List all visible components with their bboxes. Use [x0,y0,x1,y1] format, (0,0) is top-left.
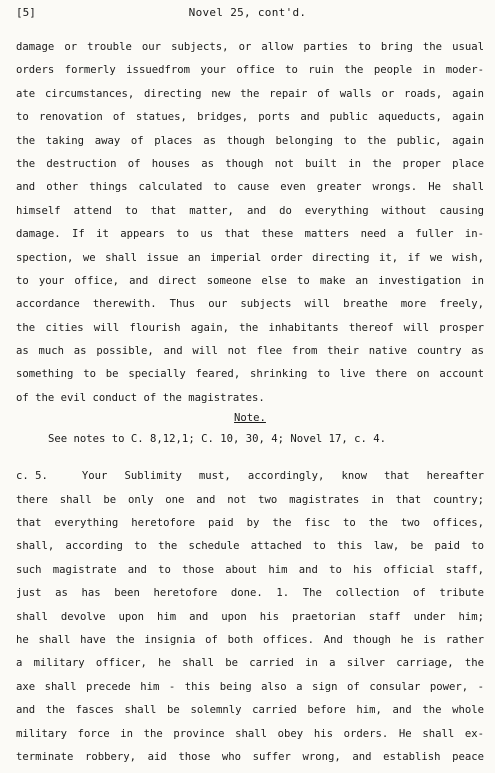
text-line: spection, we shall issue an imperial order directing it, if we wish, [16,251,484,264]
page-number: [5] [16,6,36,19]
text-line: damage or trouble our subjects, or allow parties to bring the usual [16,41,484,53]
text-line: ate circumstances, directing new the repair of walls or roads, again [16,87,484,100]
text-line: military force in the province shall obey his orders. He shall ex- [16,727,484,740]
text-line: axe shall precede him - this being also a sign of consular power, - [16,680,484,693]
text-line: accordance therewith. Thus our subjects will breathe more freely, [16,298,484,311]
text-line: himself attend to that matter, and do everything without causing [16,204,484,217]
text-line: something to be specially feared, shrinking to live there on account [16,368,484,381]
section-5 [16,465,484,769]
text-line: the cities will flourish again, the inhabitants thereof will prosper [16,321,484,334]
text-line: he shall have the insignia of both offices. And though he is rather [16,633,484,646]
running-title: Novel 25, cont'd. [188,6,307,19]
text-line: to your office, and direct someone else to make an investigation in [16,274,484,287]
text-line: orders formerly issuedfrom your office to ruin the people in moder- [16,64,484,77]
text-line: to renovation of statues, bridges, ports and public aqueducts, again [16,111,484,124]
text-line: shall devolve upon him and upon his praetorian staff under him; [16,610,484,623]
text-line: as much as possible, and will not flee from their native country as [16,345,484,358]
text-line: Your Sublimity must, accordingly, know that hereafter [81,470,484,483]
text-line: the taking away of places as though belonging to the public, again [16,134,484,147]
page-header [0,6,495,26]
text-line: shall, according to the schedule attached to this law, be paid to [16,540,484,553]
text-line: such magistrate and to those about him and to his official staff, [16,563,484,576]
text-line: and other things calculated to cause even greater wrongs. He shall [16,181,484,194]
text-line: damage. If it appears to us that these matters need a fuller in- [16,228,484,241]
text-line: there shall be only one and not two magistrates in that country; [16,493,484,506]
text-line: the destruction of houses as though not built in the proper place [16,157,484,170]
text-line: just as has been heretofore done. 1. The collection of tribute [16,587,484,600]
note-heading: Note. [234,412,266,425]
text-line: and the fasces shall be solemnly carried before him, and the whole [16,704,484,717]
page-body [16,36,484,769]
paragraph-1 [16,36,484,410]
text-line: a military officer, he shall be carried in a silver carriage, the [16,657,484,670]
text-line: that everything heretofore paid by the fisc to the two offices, [16,517,484,530]
text-line: of the evil conduct of the magistrates. [16,391,265,404]
note-text: See notes to C. 8,12,1; C. 10, 30, 4; Novel 17, c. 4. [48,433,387,446]
section-label: c. 5. [16,470,48,483]
text-line: terminate robbery, aid those who suffer wrong, and establish peace [16,750,484,763]
